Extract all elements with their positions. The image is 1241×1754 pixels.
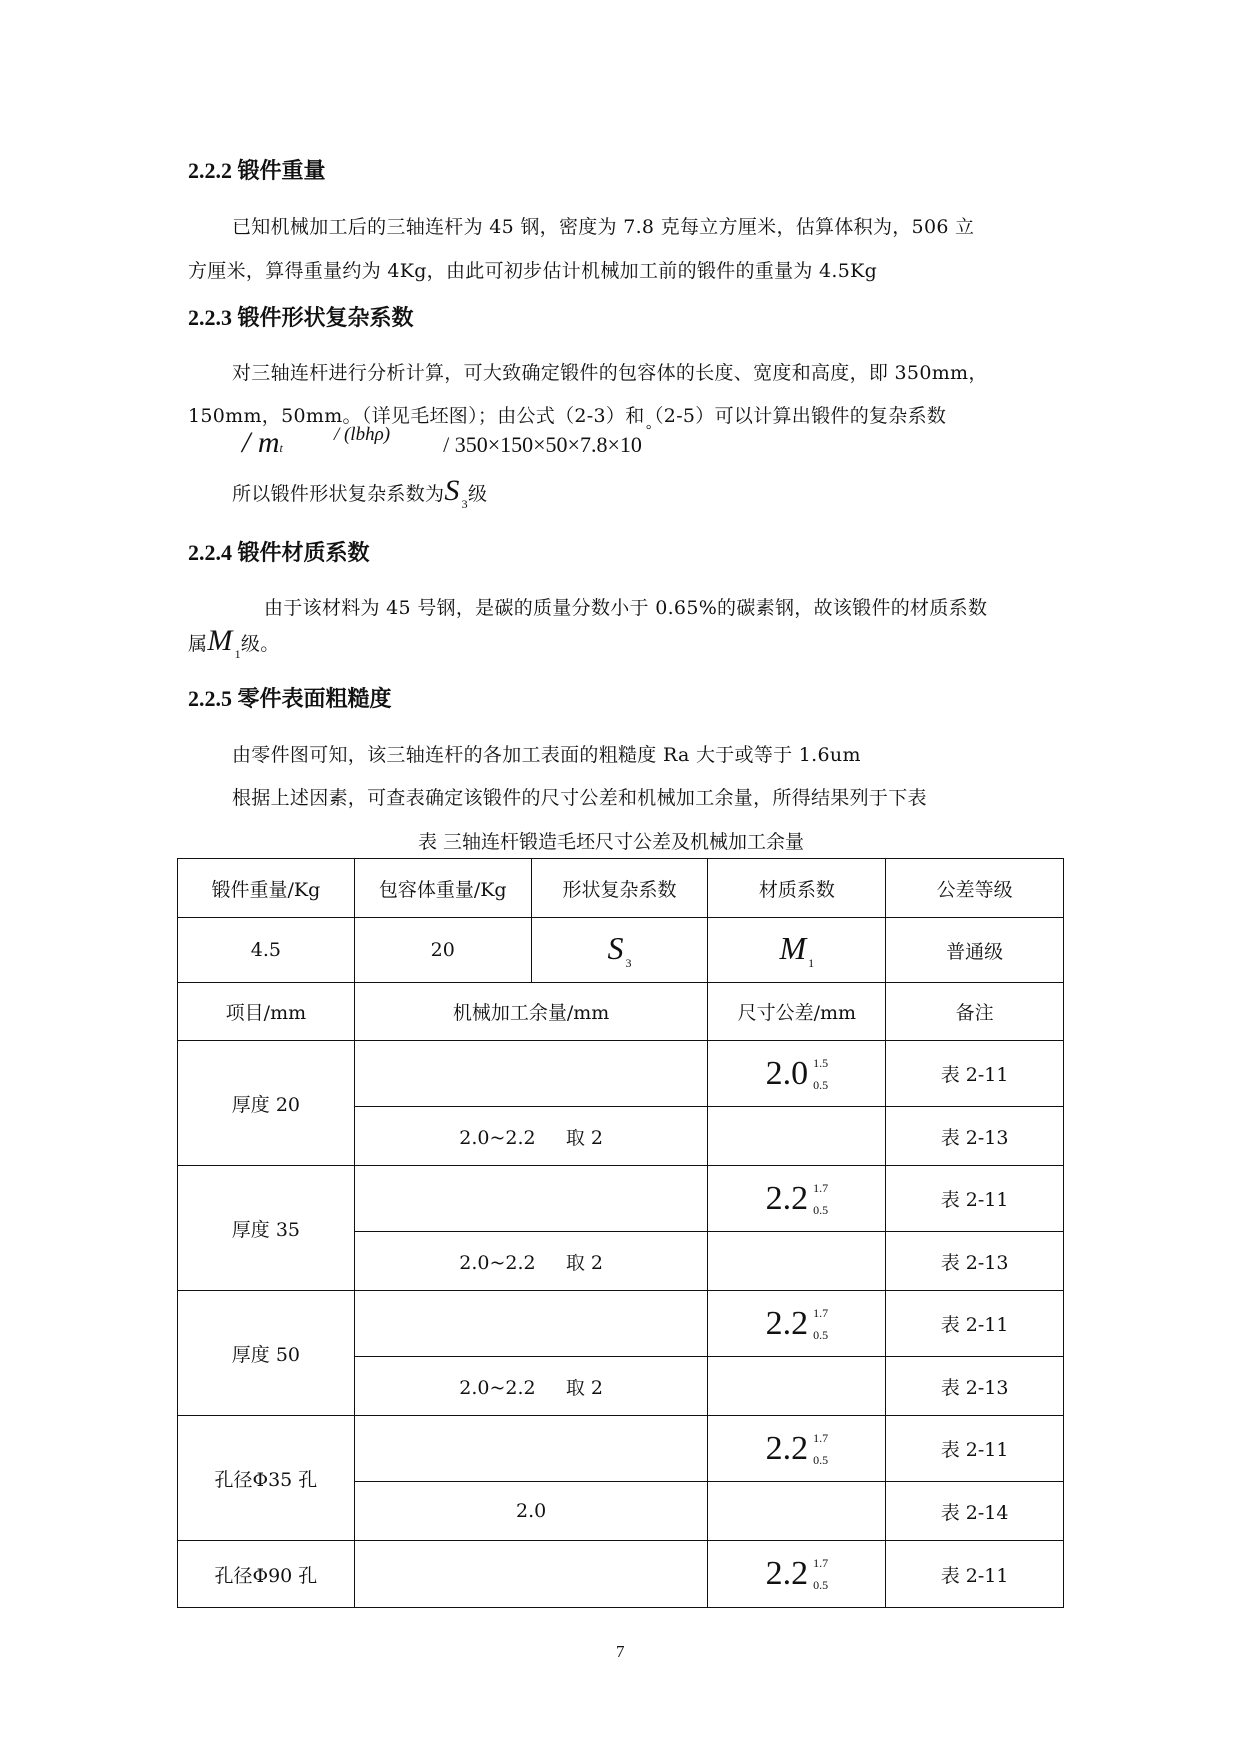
tolerance-cell: 2.2 1.7 0.5 [708, 1166, 886, 1232]
tolerance-cell: 2.0 1.5 0.5 [708, 1041, 886, 1107]
conclusion-prefix: 所以锻件形状复杂系数为 [232, 483, 445, 505]
item-cell: 厚度 20 [178, 1041, 355, 1166]
allowance-cell [354, 1166, 708, 1232]
allowance-table [177, 858, 1064, 1608]
allowance-cell [354, 1291, 708, 1357]
conclusion-suffix: 级 [467, 483, 488, 505]
allowance-cell: 2.0~2.2 取 2 [354, 1232, 708, 1291]
paragraph-line: 根据上述因素，可查表确定该锻件的尺寸公差和机械加工余量，所得结果列于下表 [232, 787, 927, 809]
tolerance-cell [708, 1107, 886, 1166]
weight-cell: 4.5 [178, 918, 355, 983]
header-cell: 材质系数 [708, 859, 886, 918]
tolerance-cell: 2.2 1.7 0.5 [708, 1291, 886, 1357]
paragraph-line: 方厘米，算得重量约为 4Kg，由此可初步估计机械加工前的锻件的重量为 4.5Kg [188, 260, 878, 282]
grade-cell: 普通级 [886, 918, 1064, 983]
paragraph-line: 对三轴连杆进行分析计算，可大致确定锻件的包容体的长度、宽度和高度，即 350mm， [232, 362, 988, 384]
header-cell: 形状复杂系数 [531, 859, 708, 918]
header-cell: 机械加工余量/mm [354, 983, 708, 1041]
paragraph-line: 由于该材料为 45 号钢，是碳的质量分数小于 0.65%的碳素钢，故该锻件的材质系数 [264, 597, 988, 619]
note-cell: 表 2-11 [886, 1541, 1064, 1608]
tolerance-cell [708, 1357, 886, 1416]
box-weight-cell: 20 [354, 918, 531, 983]
header-cell: 项目/mm [178, 983, 355, 1041]
material-symbol-sub: 1 [234, 647, 241, 661]
tolerance-cell: 2.2 1.7 0.5 [708, 1416, 886, 1482]
note-cell: 表 2-13 [886, 1232, 1064, 1291]
item-cell: 孔径Φ35 孔 [178, 1416, 355, 1541]
note-cell: 表 2-14 [886, 1482, 1064, 1541]
header-cell: 锻件重量/Kg [178, 859, 355, 918]
table-row [178, 1291, 1064, 1357]
paragraph-line: 已知机械加工后的三轴连杆为 45 钢，密度为 7.8 克每立方厘米，估算体积为，506 立 [232, 216, 975, 238]
shape-symbol: S [444, 474, 460, 507]
line-suffix: 级。 [240, 633, 280, 655]
paragraph-line: 150mm，50mm。（详见毛坯图）；由公式（2-3）和（2-5）可以计算出锻件的复杂系数 [188, 405, 947, 427]
section-heading-roughness: 2.2.5 零件表面粗糙度 [188, 686, 392, 711]
line-prefix: 属 [188, 633, 208, 655]
formula-sub: t [279, 441, 283, 455]
section-heading-material: 2.2.4 锻件材质系数 [188, 540, 370, 565]
note-cell: 表 2-11 [886, 1291, 1064, 1357]
note-cell: 表 2-13 [886, 1107, 1064, 1166]
item-cell: 孔径Φ90 孔 [178, 1541, 355, 1608]
allowance-cell: 2.0 [354, 1482, 708, 1541]
item-cell: 厚度 35 [178, 1166, 355, 1291]
material-symbol: M [207, 624, 233, 657]
allowance-cell [354, 1416, 708, 1482]
table-row [178, 1541, 1064, 1608]
section-heading-shape: 2.2.3 锻件形状复杂系数 [188, 305, 414, 330]
table-row [178, 1041, 1064, 1107]
paragraph-line: 由零件图可知，该三轴连杆的各加工表面的粗糙度 Ra 大于或等于 1.6um [232, 744, 861, 766]
allowance-cell: 2.0~2.2 取 2 [354, 1357, 708, 1416]
material-factor-cell: M $_1$ [708, 918, 886, 983]
header-cell: 备注 [886, 983, 1064, 1041]
tolerance-cell: 2.2 1.7 0.5 [708, 1541, 886, 1608]
note-cell: 表 2-11 [886, 1041, 1064, 1107]
shape-conclusion [232, 474, 487, 512]
note-cell: 表 2-13 [886, 1357, 1064, 1416]
formula-part-2: / (lbhρ) [333, 424, 391, 445]
tolerance-cell [708, 1482, 886, 1541]
allowance-cell: 2.0~2.2 取 2 [354, 1107, 708, 1166]
header-cell: 公差等级 [886, 859, 1064, 918]
formula-part-1: / m [242, 426, 280, 459]
table-row [178, 918, 1064, 983]
table-header-row [178, 983, 1064, 1041]
section-heading-weight: 2.2.2 锻件重量 [188, 158, 326, 183]
allowance-cell [354, 1041, 708, 1107]
table-caption: 表 三轴连杆锻造毛坯尺寸公差及机械加工余量 [418, 831, 805, 853]
note-cell: 表 2-11 [886, 1166, 1064, 1232]
formula [242, 423, 651, 460]
header-cell: 包容体重量/Kg [354, 859, 531, 918]
note-cell: 表 2-11 [886, 1416, 1064, 1482]
table-row [178, 1166, 1064, 1232]
header-cell: 尺寸公差/mm [708, 983, 886, 1041]
table-header-row [178, 859, 1064, 918]
table-row [178, 1416, 1064, 1482]
shape-symbol-sub: 3 [461, 497, 468, 511]
shape-factor-cell: S $_3$ [531, 918, 708, 983]
allowance-cell [354, 1541, 708, 1608]
material-conclusion [188, 624, 280, 662]
item-cell: 厚度 50 [178, 1291, 355, 1416]
formula-part-4: ° [645, 423, 652, 438]
formula-part-3: / 350×150×50×7.8×10 [443, 432, 642, 457]
tolerance-cell [708, 1232, 886, 1291]
page-number: 7 [616, 1642, 625, 1661]
